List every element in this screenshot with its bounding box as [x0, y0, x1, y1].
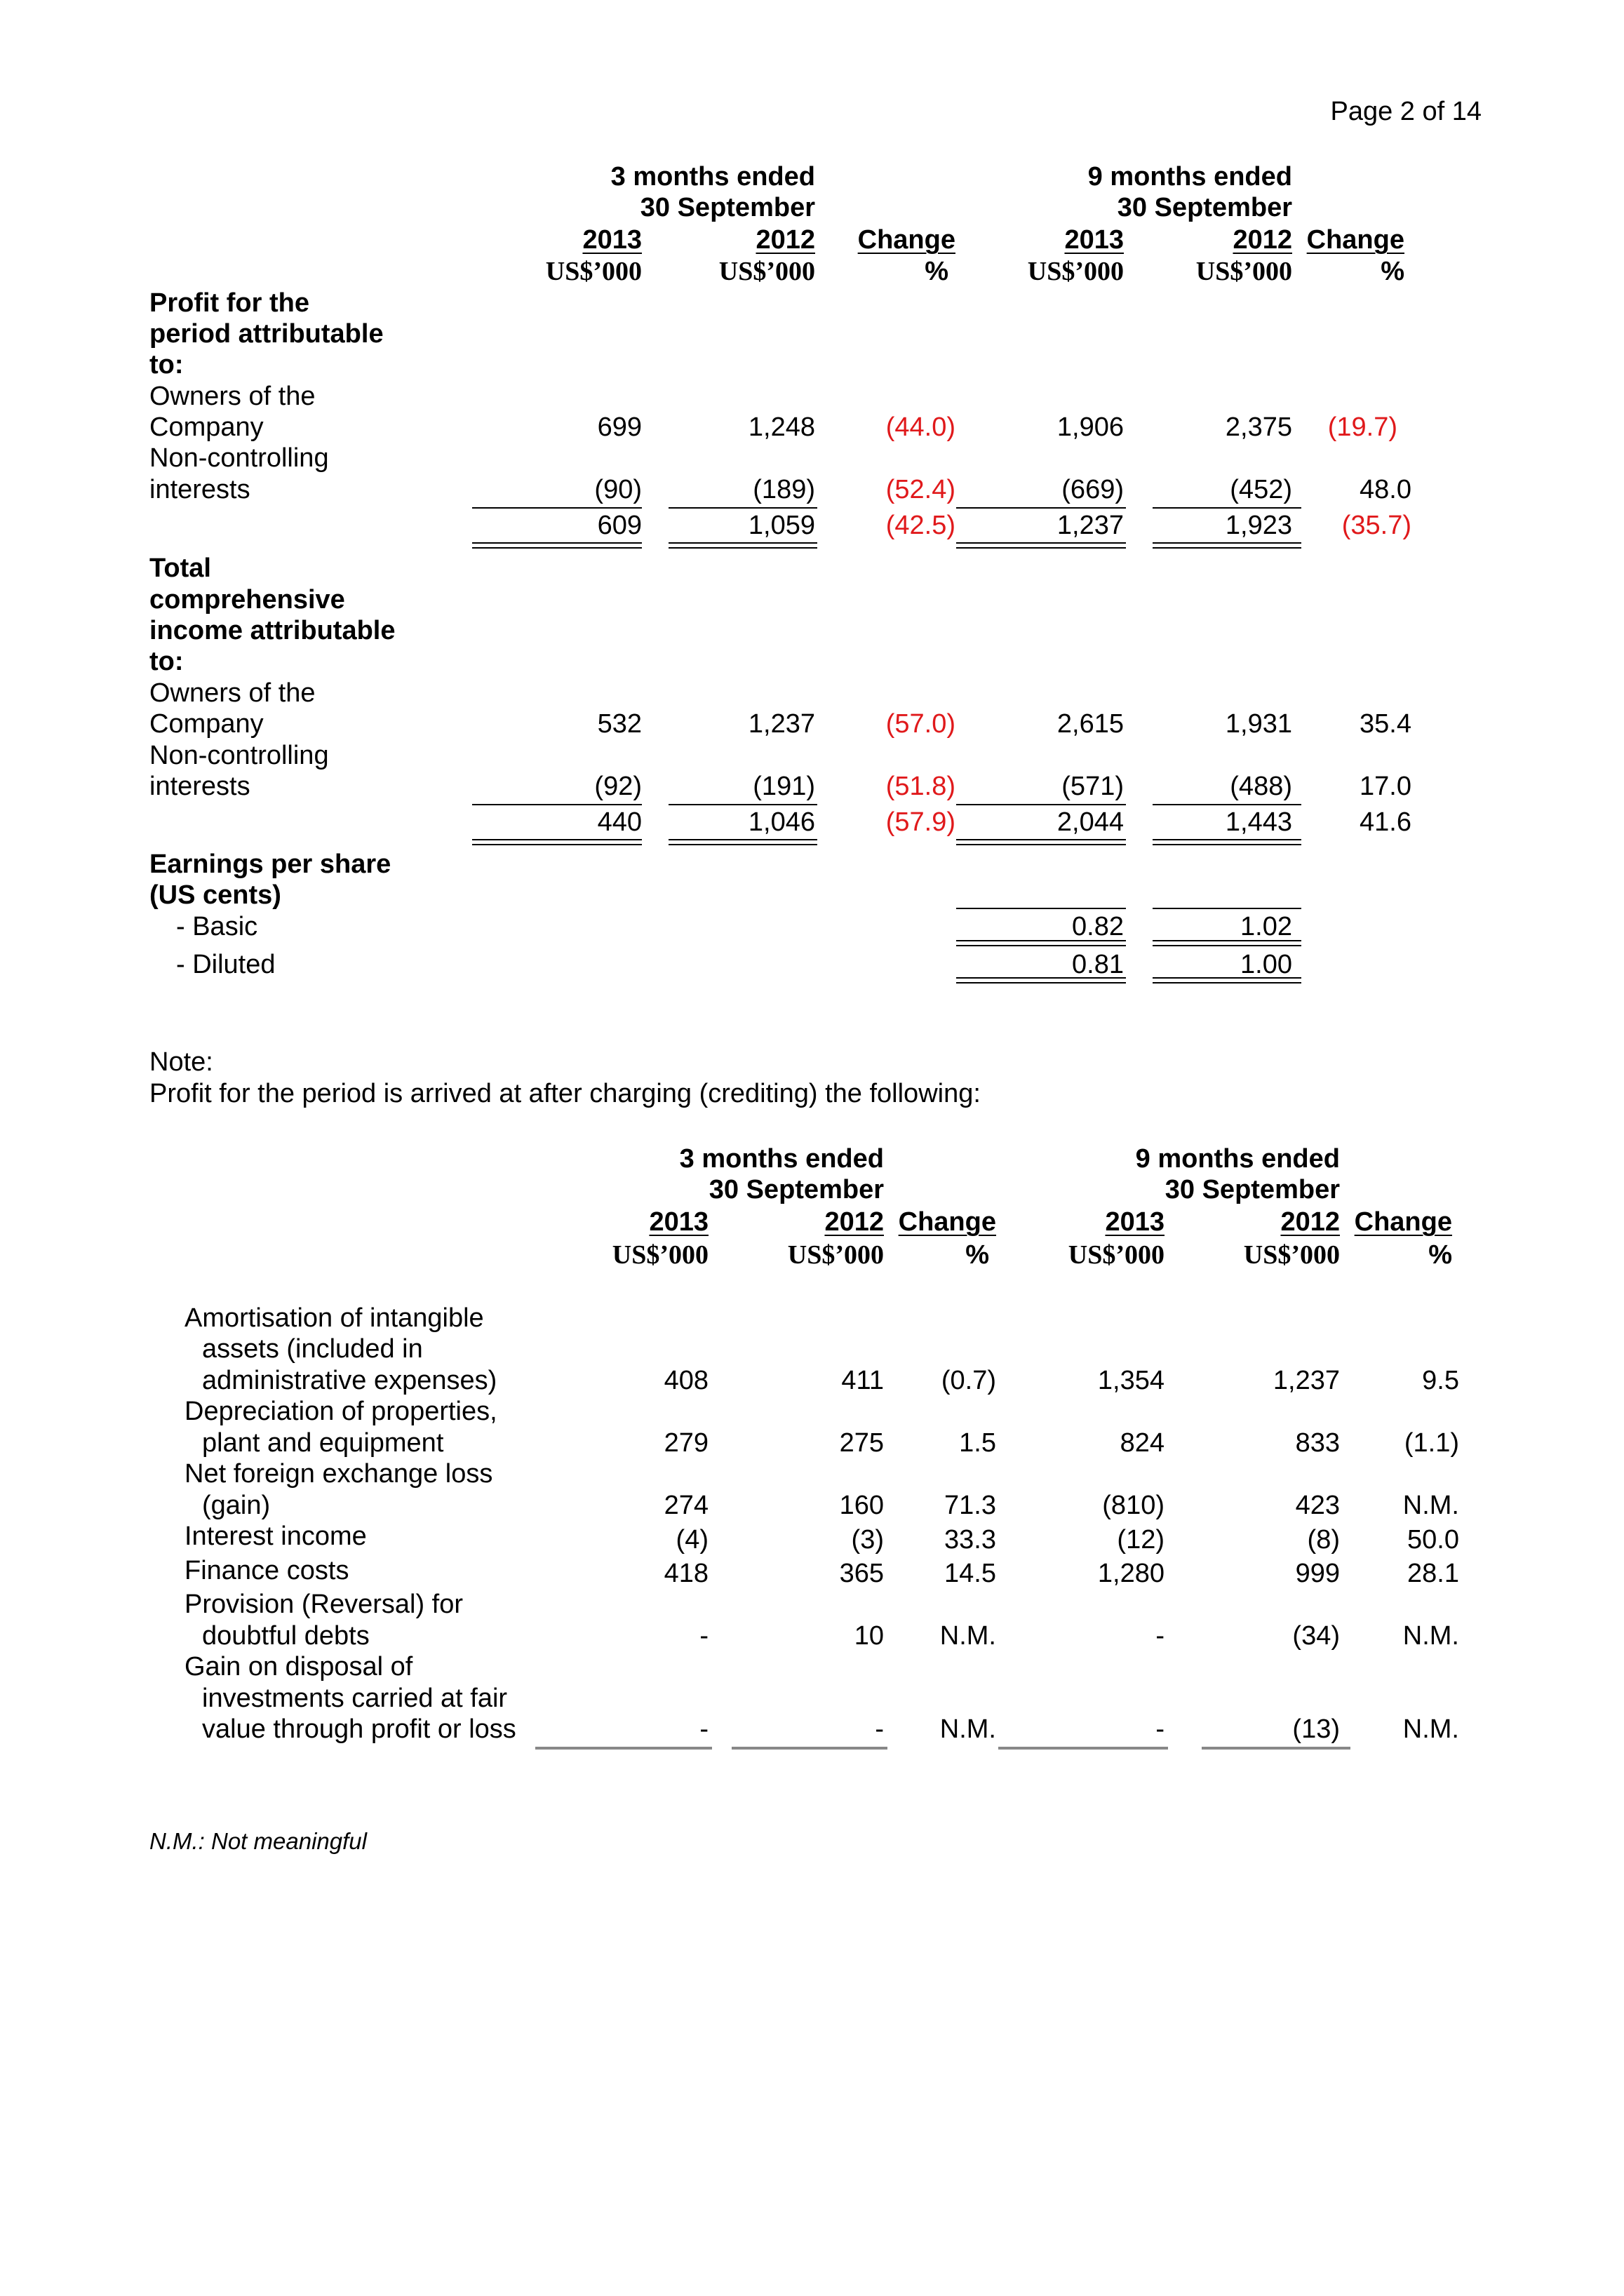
subtotal-rule — [472, 804, 642, 805]
cell-total: 1,237 — [1056, 511, 1124, 540]
cell-value: 532 — [597, 709, 642, 739]
cell-value: (12) — [1117, 1525, 1165, 1555]
table1-group-3m-line1: 3 months ended — [610, 162, 815, 192]
cell-total: 1,923 — [1225, 511, 1292, 540]
table1-header-2012-3m: 2012 — [756, 225, 815, 255]
table1-header-change-3m: Change — [857, 225, 955, 255]
table2-group-3m-line2: 30 September — [709, 1175, 884, 1204]
cell-value: (13) — [1292, 1714, 1340, 1744]
note-title: Note: — [149, 1047, 213, 1077]
table2-unit-2013-9m: US$’000 — [1068, 1240, 1165, 1270]
eps-double-rule — [1153, 940, 1301, 946]
cell-value: 408 — [664, 1366, 709, 1395]
table2-group-3m-line1: 3 months ended — [679, 1144, 884, 1174]
cell-value: (191) — [753, 772, 815, 801]
cell-value: 10 — [854, 1621, 884, 1651]
subtotal-rule — [956, 804, 1126, 805]
cell-value: (8) — [1307, 1525, 1340, 1555]
table1-unit-change-3m: % — [925, 257, 948, 286]
cell-value: - — [875, 1714, 884, 1744]
cell-change: 17.0 — [1360, 772, 1411, 801]
table1-header-2013-9m: 2013 — [1064, 225, 1124, 255]
row-label: Depreciation of properties, — [184, 1397, 497, 1426]
row-label: Non-controlling — [149, 741, 329, 770]
cell-change: N.M. — [939, 1714, 996, 1744]
cell-total: 1,046 — [748, 807, 815, 837]
cell-change: 28.1 — [1407, 1559, 1459, 1588]
cell-value: 1,906 — [1056, 412, 1124, 442]
eps-basic-label: - Basic — [176, 912, 258, 941]
table1-group-3m-line2: 30 September — [640, 193, 815, 222]
row-label: Gain on disposal of — [184, 1652, 413, 1681]
cell-value: 0.82 — [1072, 912, 1124, 941]
cell-value: 1,354 — [1097, 1366, 1165, 1395]
section2-heading-line3: income attributable — [149, 616, 396, 645]
table1-group-9m-line1: 9 months ended — [1087, 162, 1292, 192]
cell-value: (189) — [753, 475, 815, 504]
cell-value: 699 — [597, 412, 642, 442]
row-label: Company — [149, 709, 264, 739]
table1-header-change-9m: Change — [1306, 225, 1404, 255]
eps-diluted-label: - Diluted — [176, 950, 276, 979]
cell-change: (57.0) — [885, 709, 955, 739]
row-label: investments carried at fair — [202, 1684, 508, 1713]
table1-unit-change-9m: % — [1381, 257, 1404, 286]
cell-change: (52.4) — [885, 475, 955, 504]
subtotal-rule — [956, 507, 1126, 509]
cell-change: 41.6 — [1360, 807, 1411, 837]
cell-value: 1,248 — [748, 412, 815, 442]
cell-change: N.M. — [939, 1621, 996, 1651]
table2-header-2013-9m: 2013 — [1105, 1207, 1165, 1237]
table2-header-2012-9m: 2012 — [1280, 1207, 1340, 1237]
cell-change: 71.3 — [944, 1491, 996, 1520]
cell-value: (452) — [1230, 475, 1292, 504]
table2-bottom-rule — [535, 1747, 712, 1750]
table2-bottom-rule — [998, 1747, 1168, 1750]
cell-value: 423 — [1295, 1491, 1340, 1520]
table1-header-2012-9m: 2012 — [1233, 225, 1292, 255]
table2-unit-change-3m: % — [965, 1240, 989, 1270]
cell-change: (0.7) — [941, 1366, 996, 1395]
eps-double-rule — [1153, 977, 1301, 983]
row-label: Interest income — [184, 1522, 367, 1551]
cell-value: - — [699, 1714, 709, 1744]
cell-change: 48.0 — [1360, 475, 1411, 504]
cell-change: 35.4 — [1360, 709, 1411, 739]
section1-heading-line3: to: — [149, 350, 184, 380]
subtotal-rule — [1153, 804, 1301, 805]
cell-value: 1,237 — [748, 709, 815, 739]
cell-value: 1,237 — [1273, 1366, 1340, 1395]
cell-value: 999 — [1295, 1559, 1340, 1588]
total-double-rule — [1153, 542, 1301, 549]
section2-heading-line2: comprehensive — [149, 585, 345, 615]
cell-value: 279 — [664, 1428, 709, 1458]
cell-value: 1.02 — [1240, 912, 1292, 941]
table1-header-2013-3m: 2013 — [582, 225, 642, 255]
row-label: Owners of the — [149, 382, 316, 411]
cell-value: (669) — [1061, 475, 1124, 504]
row-label: Non-controlling — [149, 443, 329, 473]
row-label: interests — [149, 772, 250, 801]
table1-unit-2012-9m: US$’000 — [1195, 257, 1292, 286]
table2-unit-change-9m: % — [1428, 1240, 1452, 1270]
cell-value: (3) — [851, 1525, 884, 1555]
cell-value: 274 — [664, 1491, 709, 1520]
cell-change: 14.5 — [944, 1559, 996, 1588]
table2-header-change-9m: Change — [1354, 1207, 1452, 1237]
table2-header-2013-3m: 2013 — [649, 1207, 709, 1237]
page-number: Page 2 of 14 — [1330, 97, 1482, 126]
eps-rule — [956, 908, 1126, 909]
section3-heading-line2: (US cents) — [149, 880, 281, 910]
cell-change: 50.0 — [1407, 1525, 1459, 1555]
cell-value: 833 — [1295, 1428, 1340, 1458]
cell-value: (90) — [594, 475, 642, 504]
section1-heading-line2: period attributable — [149, 319, 384, 349]
cell-value: - — [699, 1621, 709, 1651]
cell-change: (42.5) — [885, 511, 955, 540]
cell-change: (35.7) — [1341, 511, 1411, 540]
row-label: Company — [149, 412, 264, 442]
note-text: Profit for the period is arrived at after charging (crediting) the following: — [149, 1079, 981, 1108]
total-double-rule — [956, 542, 1126, 549]
row-label: administrative expenses) — [202, 1366, 497, 1395]
cell-value: 411 — [841, 1366, 884, 1395]
table2-bottom-rule — [732, 1747, 887, 1750]
cell-change: N.M. — [1402, 1714, 1459, 1744]
cell-change: N.M. — [1402, 1491, 1459, 1520]
table2-unit-2012-3m: US$’000 — [787, 1240, 884, 1270]
cell-value: (4) — [676, 1525, 709, 1555]
cell-value: 2,615 — [1056, 709, 1124, 739]
cell-value: 1.00 — [1240, 950, 1292, 979]
row-label: Owners of the — [149, 678, 316, 708]
total-double-rule — [1153, 839, 1301, 845]
cell-value: 275 — [839, 1428, 884, 1458]
row-label: Amortisation of intangible — [184, 1303, 484, 1333]
cell-value: - — [1155, 1621, 1165, 1651]
section1-heading-line1: Profit for the — [149, 288, 309, 318]
row-label: doubtful debts — [202, 1621, 370, 1651]
row-label: interests — [149, 475, 250, 504]
cell-value: 1,931 — [1225, 709, 1292, 739]
subtotal-rule — [472, 507, 642, 509]
total-double-rule — [669, 542, 817, 549]
table1-unit-2013-9m: US$’000 — [1027, 257, 1124, 286]
cell-change: 33.3 — [944, 1525, 996, 1555]
cell-value: 824 — [1120, 1428, 1165, 1458]
cell-change: N.M. — [1402, 1621, 1459, 1651]
table1-group-9m-line2: 30 September — [1117, 193, 1292, 222]
table2-group-9m-line1: 9 months ended — [1135, 1144, 1340, 1174]
cell-value: (34) — [1292, 1621, 1340, 1651]
table2-unit-2013-3m: US$’000 — [612, 1240, 709, 1270]
subtotal-rule — [669, 507, 817, 509]
table2-header-2012-3m: 2012 — [824, 1207, 884, 1237]
cell-total: 1,443 — [1225, 807, 1292, 837]
cell-value: 0.81 — [1072, 950, 1124, 979]
cell-change: (51.8) — [885, 772, 955, 801]
footnote: N.M.: Not meaningful — [149, 1828, 367, 1854]
cell-change: (57.9) — [885, 807, 955, 837]
total-double-rule — [956, 839, 1126, 845]
cell-change: (19.7) — [1327, 412, 1397, 442]
subtotal-rule — [669, 804, 817, 805]
cell-change: 9.5 — [1422, 1366, 1459, 1395]
table1-unit-2012-3m: US$’000 — [718, 257, 815, 286]
row-label: assets (included in — [202, 1334, 423, 1364]
row-label: value through profit or loss — [202, 1714, 516, 1744]
table2-group-9m-line2: 30 September — [1165, 1175, 1340, 1204]
eps-rule — [1153, 908, 1301, 909]
cell-value: 418 — [664, 1559, 709, 1588]
total-double-rule — [669, 839, 817, 845]
row-label: Net foreign exchange loss — [184, 1459, 493, 1489]
table2-bottom-rule — [1202, 1747, 1350, 1750]
cell-total: 1,059 — [748, 511, 815, 540]
cell-value: (810) — [1102, 1491, 1165, 1520]
cell-change: (44.0) — [885, 412, 955, 442]
section2-heading-line4: to: — [149, 647, 184, 676]
cell-value: 365 — [839, 1559, 884, 1588]
cell-change: 1.5 — [959, 1428, 996, 1458]
cell-total: 440 — [597, 807, 642, 837]
total-double-rule — [472, 542, 642, 549]
cell-total: 609 — [597, 511, 642, 540]
cell-value: 160 — [839, 1491, 884, 1520]
total-double-rule — [472, 839, 642, 845]
table2-header-change-3m: Change — [898, 1207, 996, 1237]
cell-value: (488) — [1230, 772, 1292, 801]
section3-heading-line1: Earnings per share — [149, 850, 391, 879]
eps-double-rule — [956, 977, 1126, 983]
cell-value: - — [1155, 1714, 1165, 1744]
eps-double-rule — [956, 940, 1126, 946]
row-label: Finance costs — [184, 1556, 349, 1585]
cell-total: 2,044 — [1056, 807, 1124, 837]
row-label: Provision (Reversal) for — [184, 1590, 463, 1619]
subtotal-rule — [1153, 507, 1301, 509]
table2-unit-2012-9m: US$’000 — [1243, 1240, 1340, 1270]
row-label: (gain) — [202, 1491, 271, 1520]
table1-unit-2013-3m: US$’000 — [545, 257, 642, 286]
cell-value: (92) — [594, 772, 642, 801]
cell-value: 1,280 — [1097, 1559, 1165, 1588]
cell-value: (571) — [1061, 772, 1124, 801]
cell-change: (1.1) — [1404, 1428, 1459, 1458]
cell-value: 2,375 — [1225, 412, 1292, 442]
row-label: plant and equipment — [202, 1428, 444, 1458]
section2-heading-line1: Total — [149, 553, 211, 583]
